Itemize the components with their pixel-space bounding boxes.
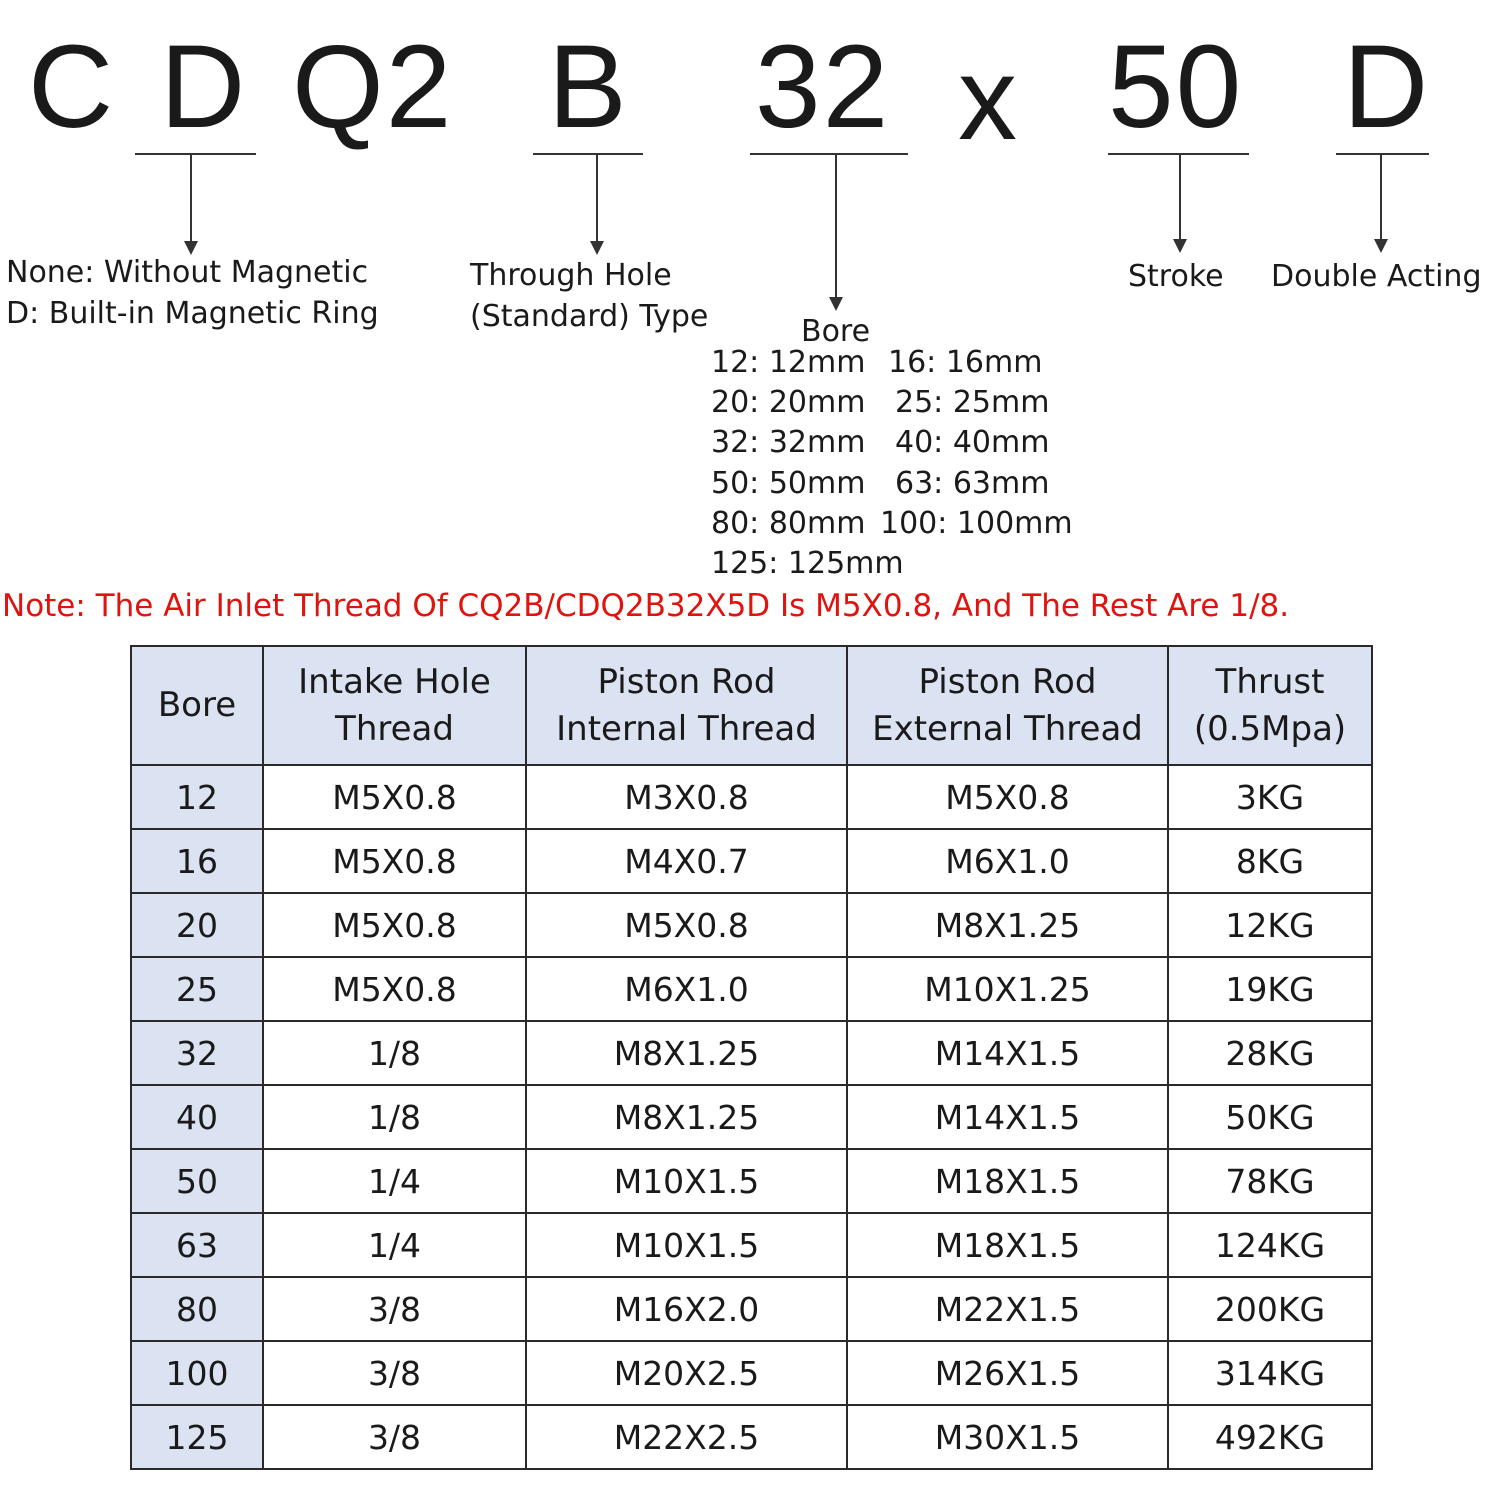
stroke-label: Stroke <box>1128 259 1224 294</box>
table-row <box>131 1085 1372 1149</box>
code-acting-d: D <box>1343 21 1431 153</box>
acting-label: Double Acting <box>1271 259 1482 294</box>
table-row <box>131 1341 1372 1405</box>
cell-external-thread: M14X1.5 <box>847 1021 1168 1085</box>
cell-intake-thread: M5X0.8 <box>263 829 526 893</box>
cell-internal-thread: M5X0.8 <box>526 893 847 957</box>
cell-thrust: 12KG <box>1168 893 1372 957</box>
cell-internal-thread: M8X1.25 <box>526 1085 847 1149</box>
code-bore-32: 32 <box>755 21 891 153</box>
arrow-line-acting <box>1380 155 1382 241</box>
cell-intake-thread: M5X0.8 <box>263 893 526 957</box>
table-row <box>131 1149 1372 1213</box>
table-row <box>131 765 1372 829</box>
bore-option: 12: 12mm <box>711 345 866 380</box>
cell-thrust: 492KG <box>1168 1405 1372 1469</box>
header-external-thread: Piston Rod External Thread <box>847 646 1168 765</box>
cell-bore: 20 <box>131 893 263 957</box>
cell-internal-thread: M4X0.7 <box>526 829 847 893</box>
arrow-down-icon <box>590 241 604 255</box>
cell-bore: 125 <box>131 1405 263 1469</box>
magnetic-option-d: D: Built-in Magnetic Ring <box>6 296 379 331</box>
bore-option: 25: 25mm <box>895 385 1050 420</box>
cell-internal-thread: M10X1.5 <box>526 1149 847 1213</box>
cell-bore: 80 <box>131 1277 263 1341</box>
cell-thrust: 314KG <box>1168 1341 1372 1405</box>
cell-external-thread: M14X1.5 <box>847 1085 1168 1149</box>
cell-bore: 12 <box>131 765 263 829</box>
cell-intake-thread: 1/4 <box>263 1213 526 1277</box>
table-row <box>131 829 1372 893</box>
cell-internal-thread: M3X0.8 <box>526 765 847 829</box>
cell-intake-thread: 3/8 <box>263 1277 526 1341</box>
bore-option: 16: 16mm <box>888 345 1043 380</box>
table-row <box>131 893 1372 957</box>
code-stroke-50: 50 <box>1108 21 1244 153</box>
cell-thrust: 19KG <box>1168 957 1372 1021</box>
cell-external-thread: M18X1.5 <box>847 1213 1168 1277</box>
air-inlet-note: Note: The Air Inlet Thread Of CQ2B/CDQ2B32X5D Is M5X0.8, And The Rest Are 1/8. <box>2 588 1290 624</box>
cell-internal-thread: M8X1.25 <box>526 1021 847 1085</box>
table-row <box>131 1021 1372 1085</box>
cell-bore: 25 <box>131 957 263 1021</box>
cell-external-thread: M5X0.8 <box>847 765 1168 829</box>
bore-option: 50: 50mm <box>711 466 866 501</box>
cell-internal-thread: M6X1.0 <box>526 957 847 1021</box>
bore-title: Bore <box>801 314 871 349</box>
cell-thrust: 3KG <box>1168 765 1372 829</box>
cell-external-thread: M6X1.0 <box>847 829 1168 893</box>
table-row <box>131 957 1372 1021</box>
cell-thrust: 200KG <box>1168 1277 1372 1341</box>
cell-thrust: 78KG <box>1168 1149 1372 1213</box>
cell-thrust: 50KG <box>1168 1085 1372 1149</box>
underline-magnetic <box>135 153 256 155</box>
cell-bore: 63 <box>131 1213 263 1277</box>
cell-internal-thread: M10X1.5 <box>526 1213 847 1277</box>
cell-thrust: 124KG <box>1168 1213 1372 1277</box>
cell-bore: 50 <box>131 1149 263 1213</box>
header-thrust: Thrust (0.5Mpa) <box>1168 646 1372 765</box>
bore-option: 32: 32mm <box>711 425 866 460</box>
underline-bore <box>750 153 908 155</box>
arrow-down-icon <box>1374 239 1388 253</box>
cell-bore: 100 <box>131 1341 263 1405</box>
cell-external-thread: M8X1.25 <box>847 893 1168 957</box>
bore-option: 20: 20mm <box>711 385 866 420</box>
cell-internal-thread: M22X2.5 <box>526 1405 847 1469</box>
cell-external-thread: M18X1.5 <box>847 1149 1168 1213</box>
bore-option: 100: 100mm <box>880 506 1073 541</box>
cell-intake-thread: 1/8 <box>263 1021 526 1085</box>
underline-mount <box>533 153 643 155</box>
arrow-line-stroke <box>1179 155 1181 241</box>
header-intake-thread: Intake Hole Thread <box>263 646 526 765</box>
cell-external-thread: M22X1.5 <box>847 1277 1168 1341</box>
magnetic-option-none: None: Without Magnetic <box>6 255 369 290</box>
arrow-line-mount <box>596 155 598 243</box>
cell-intake-thread: 1/8 <box>263 1085 526 1149</box>
cell-intake-thread: 3/8 <box>263 1341 526 1405</box>
cell-intake-thread: M5X0.8 <box>263 957 526 1021</box>
cell-thrust: 8KG <box>1168 829 1372 893</box>
code-series-c: C <box>28 21 116 153</box>
code-q2: Q2 <box>292 21 454 153</box>
cell-bore: 32 <box>131 1021 263 1085</box>
table-row <box>131 1277 1372 1341</box>
cell-external-thread: M30X1.5 <box>847 1405 1168 1469</box>
underline-acting <box>1336 153 1429 155</box>
cell-bore: 16 <box>131 829 263 893</box>
table-row <box>131 1405 1372 1469</box>
spec-table <box>130 645 1373 1470</box>
arrow-line-magnetic <box>190 155 192 243</box>
table-row <box>131 1213 1372 1277</box>
arrow-down-icon <box>829 297 843 311</box>
bore-option: 125: 125mm <box>711 546 904 581</box>
code-mount-b: B <box>548 21 629 153</box>
cell-intake-thread: 3/8 <box>263 1405 526 1469</box>
table-header-row <box>131 646 1372 765</box>
arrow-down-icon <box>1173 239 1187 253</box>
bore-option: 80: 80mm <box>711 506 866 541</box>
header-bore: Bore <box>131 646 263 765</box>
cell-bore: 40 <box>131 1085 263 1149</box>
cell-external-thread: M10X1.25 <box>847 957 1168 1021</box>
bore-option: 40: 40mm <box>895 425 1050 460</box>
arrow-line-bore <box>835 155 837 299</box>
cell-internal-thread: M16X2.0 <box>526 1277 847 1341</box>
mount-label-line2: (Standard) Type <box>470 299 709 334</box>
cell-internal-thread: M20X2.5 <box>526 1341 847 1405</box>
header-internal-thread: Piston Rod Internal Thread <box>526 646 847 765</box>
cell-intake-thread: 1/4 <box>263 1149 526 1213</box>
cell-thrust: 28KG <box>1168 1021 1372 1085</box>
code-separator-x: x <box>958 33 1019 165</box>
code-magnetic-d: D <box>160 21 248 153</box>
mount-label-line1: Through Hole <box>470 258 672 293</box>
cell-external-thread: M26X1.5 <box>847 1341 1168 1405</box>
cell-intake-thread: M5X0.8 <box>263 765 526 829</box>
bore-option: 63: 63mm <box>895 466 1050 501</box>
